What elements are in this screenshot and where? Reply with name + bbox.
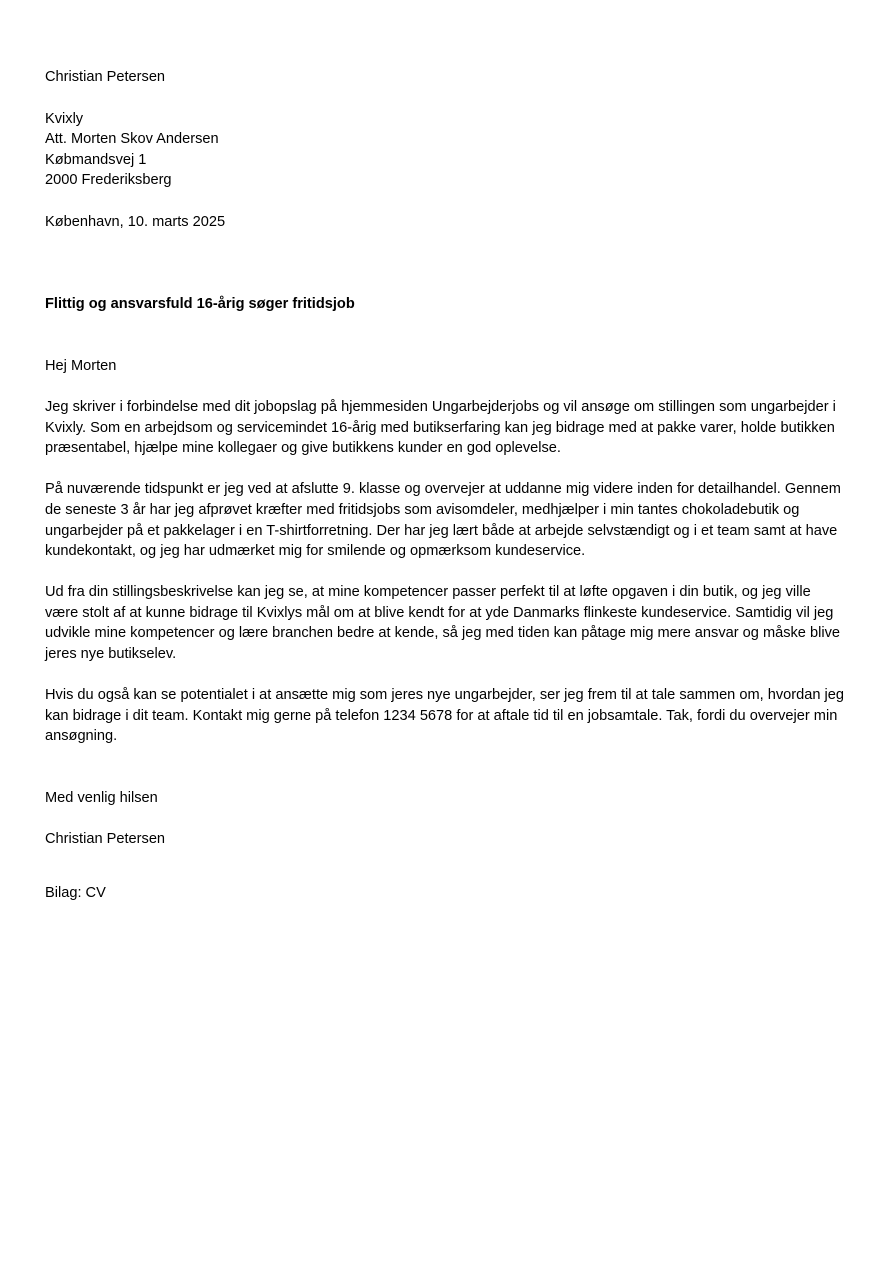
spacer (45, 747, 845, 788)
spacer (45, 809, 845, 830)
spacer (45, 665, 845, 686)
signature-name: Christian Petersen (45, 831, 166, 848)
letter-page (45, 67, 845, 903)
spacer (45, 376, 845, 397)
date-line: København, 10. marts 2025 (45, 213, 226, 230)
spacer (45, 88, 845, 109)
greeting: Hej Morten (45, 357, 117, 374)
recipient-street: Købmandsvej 1 (45, 151, 147, 168)
recipient-attention: Att. Morten Skov Andersen (45, 131, 219, 148)
body-paragraph-3: Ud fra din stillingsbeskrivelse kan jeg se, at mine kompetencer passer perfekt til at løfte opgaven i din butik, og jeg ville være stolt af at kunne bidrage til Kvixlys mål om at blive kendt for at yde Danmarks flinkeste kundeservice. Samtidig vil jeg udvikle mine kompetencer og lære branchen bedre at kende, så jeg med tiden kan påtage mig mere ansvar og måske blive jeres nye butikselev. (45, 584, 840, 663)
spacer (45, 191, 845, 212)
spacer (45, 459, 845, 480)
body-paragraph-2: På nuværende tidspunkt er jeg ved at afslutte 9. klasse og overvejer at uddanne mig videre inden for detailhandel. Gennem de seneste 3 år har jeg afprøvet kræfter med fritidsjobs som avisomdeler, medhjælper i min tantes chokoladebutik og ungarbejder på et pakkelager i en T-shirtforretning. Der har jeg lært både at arbejde selvstændigt og i et team samt at have kundekontakt, og jeg har udmærket mig for smilende og opmærksom kundeservice. (45, 481, 841, 560)
spacer (45, 850, 845, 883)
body-paragraph-4: Hvis du også kan se potentialet i at ansætte mig som jeres nye ungarbejder, ser jeg frem til at tale sammen om, hvordan jeg kan bidrage i dit team. Kontakt mig gerne på telefon 1234 5678 for at aftale tid til en jobsamtale. Tak, fordi du overvejer min ansøgning. (45, 687, 845, 745)
spacer (45, 315, 845, 356)
attachment-note: Bilag: CV (45, 884, 106, 901)
spacer (45, 232, 845, 294)
sender-name: Christian Petersen (45, 69, 166, 85)
letter-subject: Flittig og ansvarsfuld 16-årig søger fritidsjob (45, 296, 355, 313)
closing-phrase: Med venlig hilsen (45, 790, 158, 807)
body-paragraph-1: Jeg skriver i forbindelse med dit jobopslag på hjemmesiden Ungarbejderjobs og vil ansøge om stillingen som ungarbejder i Kvixly. Som en arbejdsom og servicemindet 16-årig med butikserfaring kan jeg bidrage med at pakke varer, holde butikken præsentabel, hjælpe mine kollegaer og give butikkens kunder en god oplevelse. (45, 398, 836, 457)
recipient-company: Kvixly (45, 110, 84, 127)
recipient-address (45, 109, 845, 191)
recipient-city: 2000 Frederiksberg (45, 172, 172, 189)
spacer (45, 562, 845, 583)
